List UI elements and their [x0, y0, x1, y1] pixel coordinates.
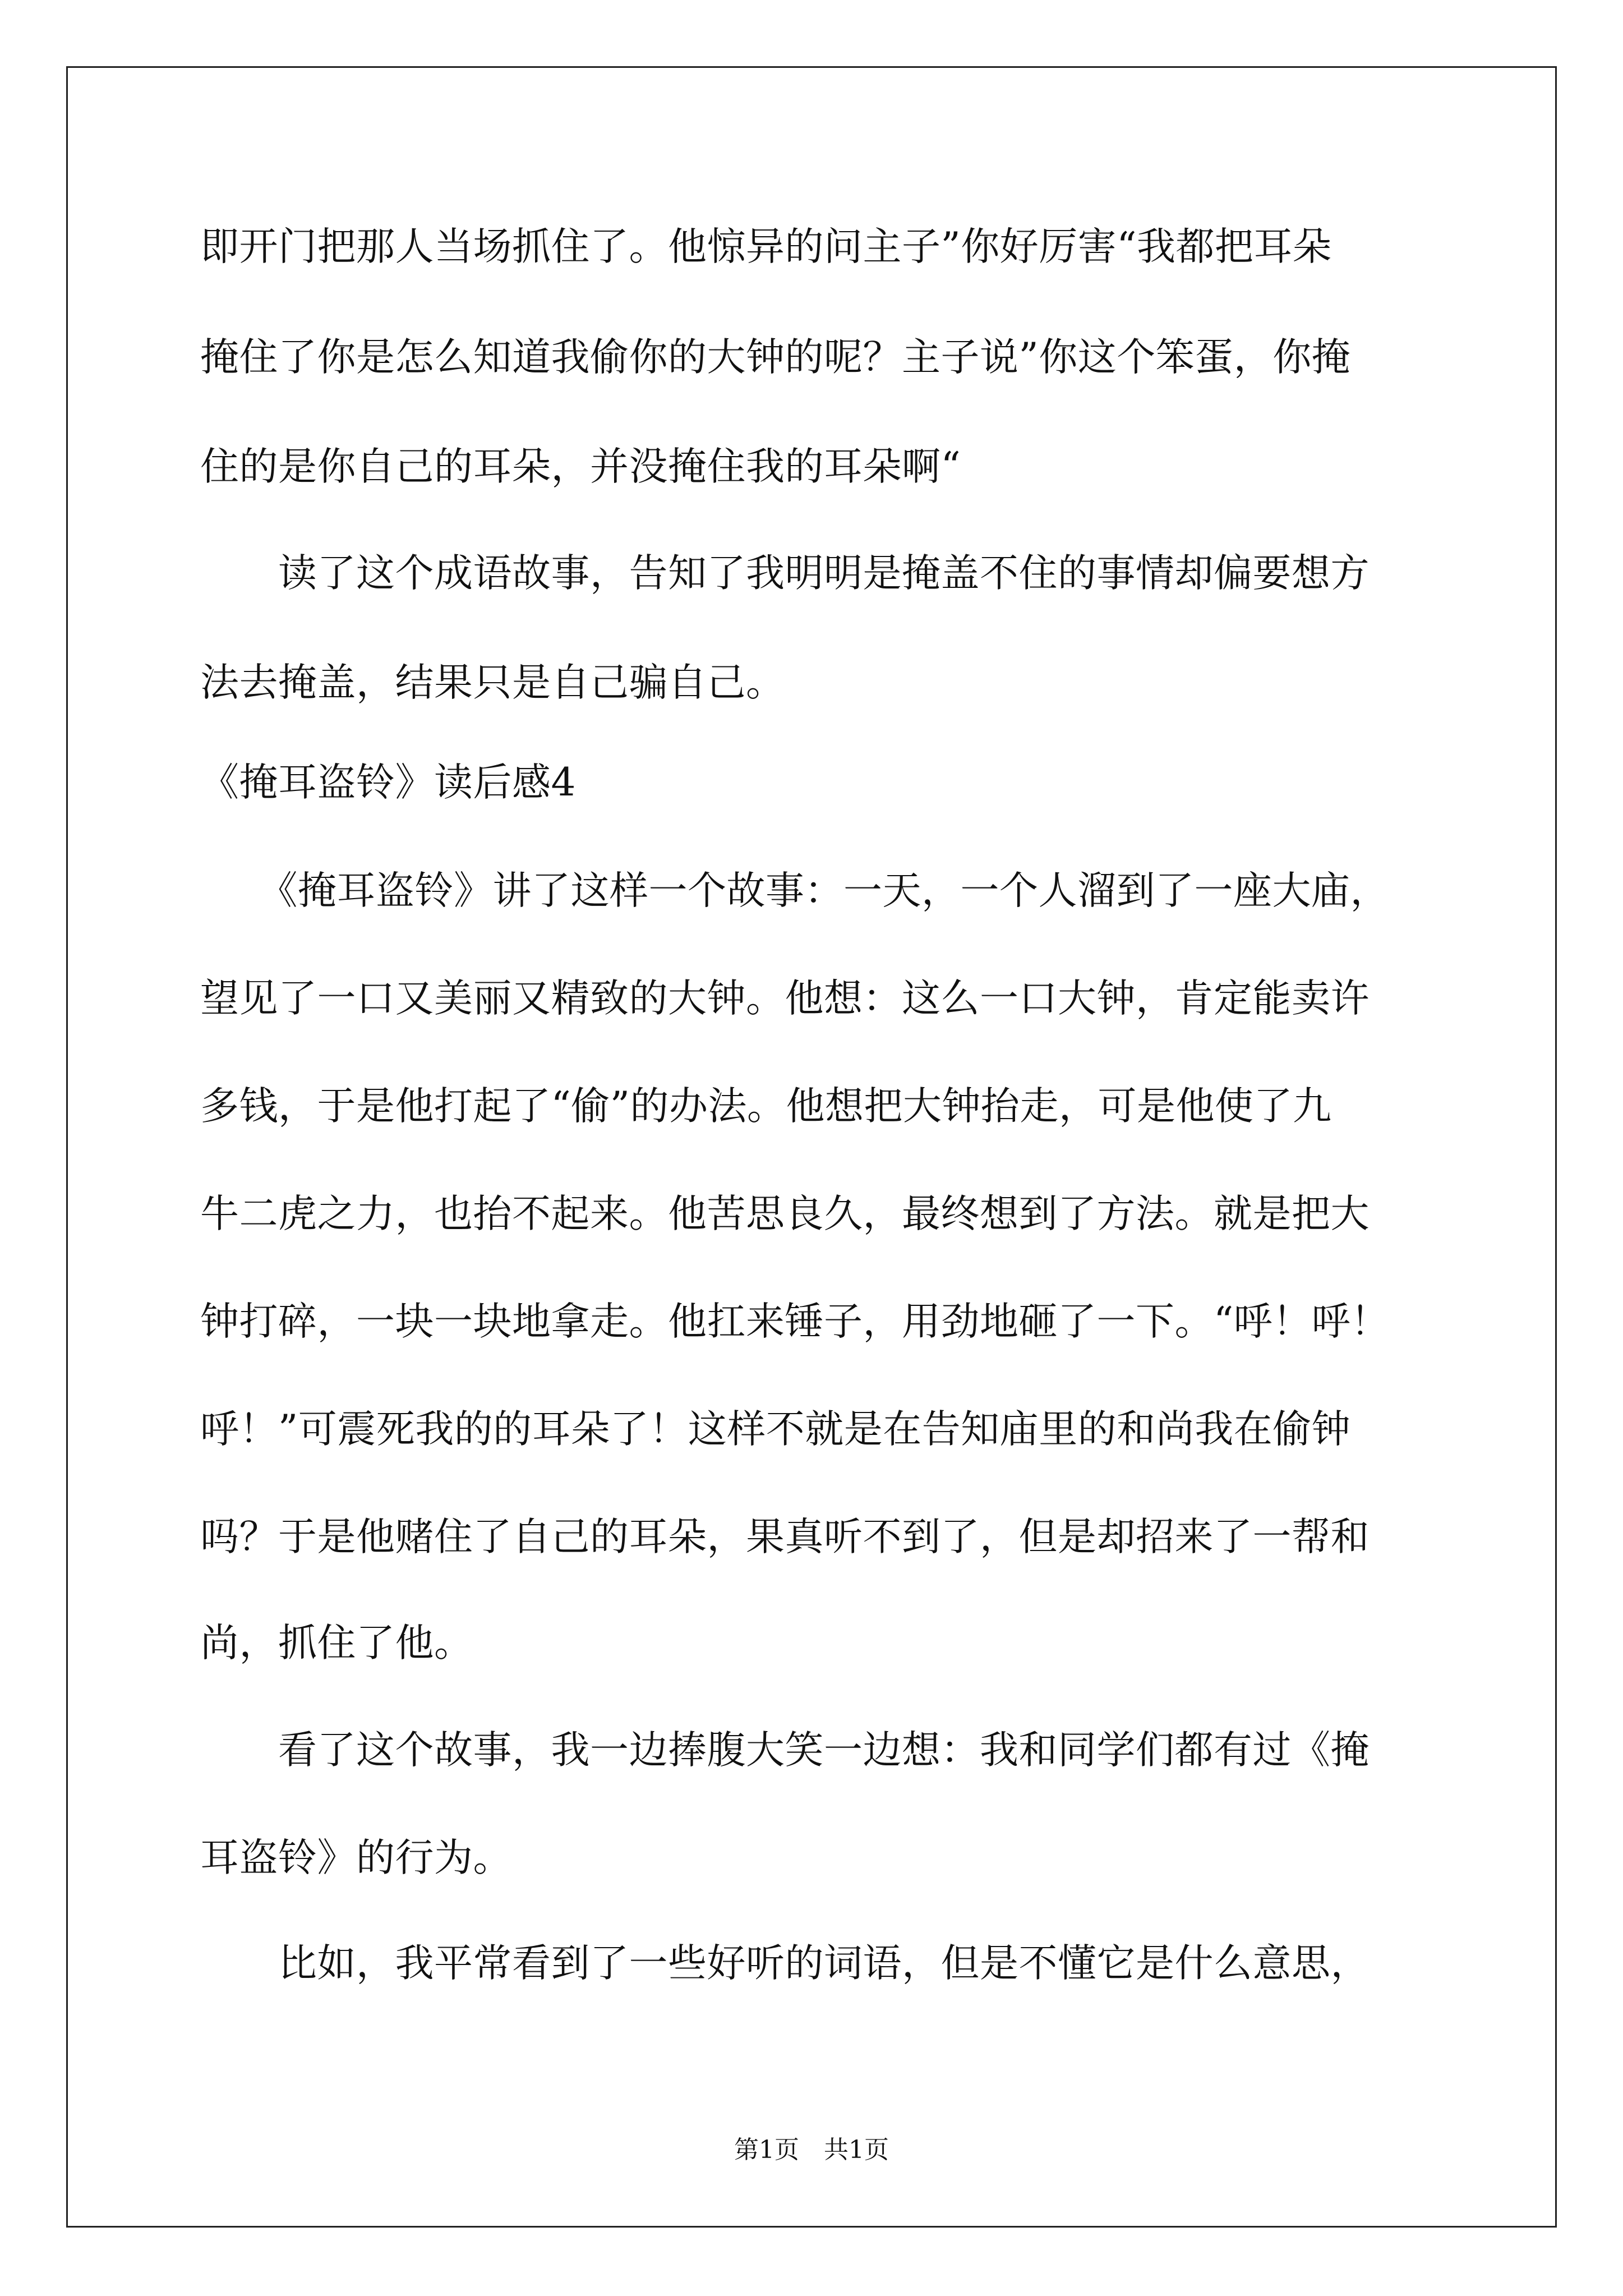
- text-line: 呼！”可震死我的的耳朵了！这样不就是在告知庙里的和尚我在偷钟: [200, 1407, 1351, 1452]
- text-line: 望见了一口又美丽又精致的大钟。他想：这么一口大钟，肯定能卖许: [200, 976, 1370, 1021]
- text-line: 比如，我平常看到了一些好听的词语，但是不懂它是什么意思，: [200, 1941, 1370, 1986]
- text-line: 即开门把那人当场抓住了。他惊异的问主子”你好厉害“我都把耳朵: [200, 224, 1332, 269]
- page-footer: 第1页 共1页: [734, 2136, 889, 2164]
- section-heading: 《掩耳盗铃》读后感4: [200, 760, 576, 805]
- text-line: 吗？于是他赌住了自己的耳朵，果真听不到了，但是却招来了一帮和: [200, 1515, 1370, 1559]
- text-line: 牛二虎之力，也抬不起来。他苦思良久，最终想到了方法。就是把大: [200, 1191, 1370, 1236]
- text-line: 多钱，于是他打起了“偷”的办法。他想把大钟抬走，可是他使了九: [200, 1084, 1332, 1129]
- text-line: 住的是你自己的耳朵，并没掩住我的耳朵啊“: [200, 444, 961, 489]
- text-line: 钟打碎，一块一块地拿走。他扛来锤子，用劲地砸了一下。“呼！呼！: [200, 1299, 1390, 1344]
- text-line: 掩住了你是怎么知道我偷你的大钟的呢？主子说”你这个笨蛋，你掩: [200, 335, 1351, 380]
- text-line: 看了这个故事，我一边捧腹大笑一边想：我和同学们都有过《掩: [200, 1728, 1370, 1773]
- text-line: 读了这个成语故事，告知了我明明是掩盖不住的事情却偏要想方: [200, 551, 1370, 596]
- text-line: 《掩耳盗铃》讲了这样一个故事：一天，一个人溜到了一座大庙，: [200, 868, 1389, 913]
- page-frame: [66, 66, 1557, 2228]
- text-line: 尚，抓住了他。: [200, 1621, 473, 1665]
- text-line: 法去掩盖，结果只是自己骗自己。: [200, 660, 785, 705]
- text-line: 耳盗铃》的行为。: [200, 1835, 512, 1880]
